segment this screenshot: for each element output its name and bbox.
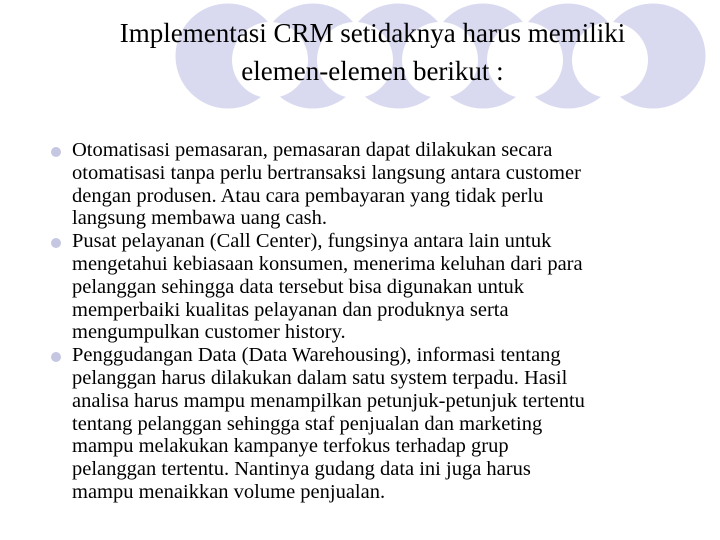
bullet-text-line: pelanggan sehingga data tersebut bisa digunakan untuk <box>72 275 525 298</box>
bullet-list <box>0 139 720 504</box>
bullet-dot-icon <box>51 147 61 157</box>
bullet-text-line: otomatisasi tanpa perlu bertransaksi langsung antara customer <box>72 161 581 184</box>
bullet-text-line: analisa harus mampu menampilkan petunjuk-petunjuk tertentu <box>72 389 585 412</box>
bullet-item-otomatisasi-pemasaran <box>0 139 720 230</box>
slide-title <box>40 14 705 90</box>
bullet-text-line: langsung membawa uang cash. <box>72 207 328 230</box>
bullet-text-line: dengan produsen. Atau cara pembayaran yang tidak perlu <box>72 184 544 207</box>
bullet-item-penggudangan-data <box>0 344 720 504</box>
slide-title-line-2: elemen-elemen berikut : <box>241 56 504 86</box>
bullet-text-line: Penggudangan Data (Data Warehousing), informasi tentang <box>72 344 561 367</box>
bullet-text-line: pelanggan harus dilakukan dalam satu system terpadu. Hasil <box>72 366 568 389</box>
bullet-text-line: mampu melakukan kampanye terfokus terhadap grup <box>72 435 509 458</box>
bullet-text-line: mampu menaikkan volume penjualan. <box>72 480 386 503</box>
bullet-item-pusat-pelayanan <box>0 230 720 344</box>
bullet-dot-icon <box>51 238 61 248</box>
bullet-text-line: Otomatisasi pemasaran, pemasaran dapat dilakukan secara <box>72 139 553 161</box>
bullet-text-line: memperbaiki kualitas pelayanan dan produknya serta <box>72 298 509 321</box>
bullet-text-line: Pusat pelayanan (Call Center), fungsinya antara lain untuk <box>72 230 552 253</box>
bullet-text-line: tentang pelanggan sehingga staf penjualan dan marketing <box>72 412 543 435</box>
bullet-dot-icon <box>51 352 61 362</box>
bullet-text-line: mengumpulkan customer history. <box>72 321 346 344</box>
bullet-text-line: pelanggan tertentu. Nantinya gudang data ini juga harus <box>72 458 531 481</box>
slide-title-line-1: Implementasi CRM setidaknya harus memiliki <box>119 18 626 48</box>
bullet-text-line: mengetahui kebiasaan konsumen, menerima keluhan dari para <box>72 252 583 275</box>
